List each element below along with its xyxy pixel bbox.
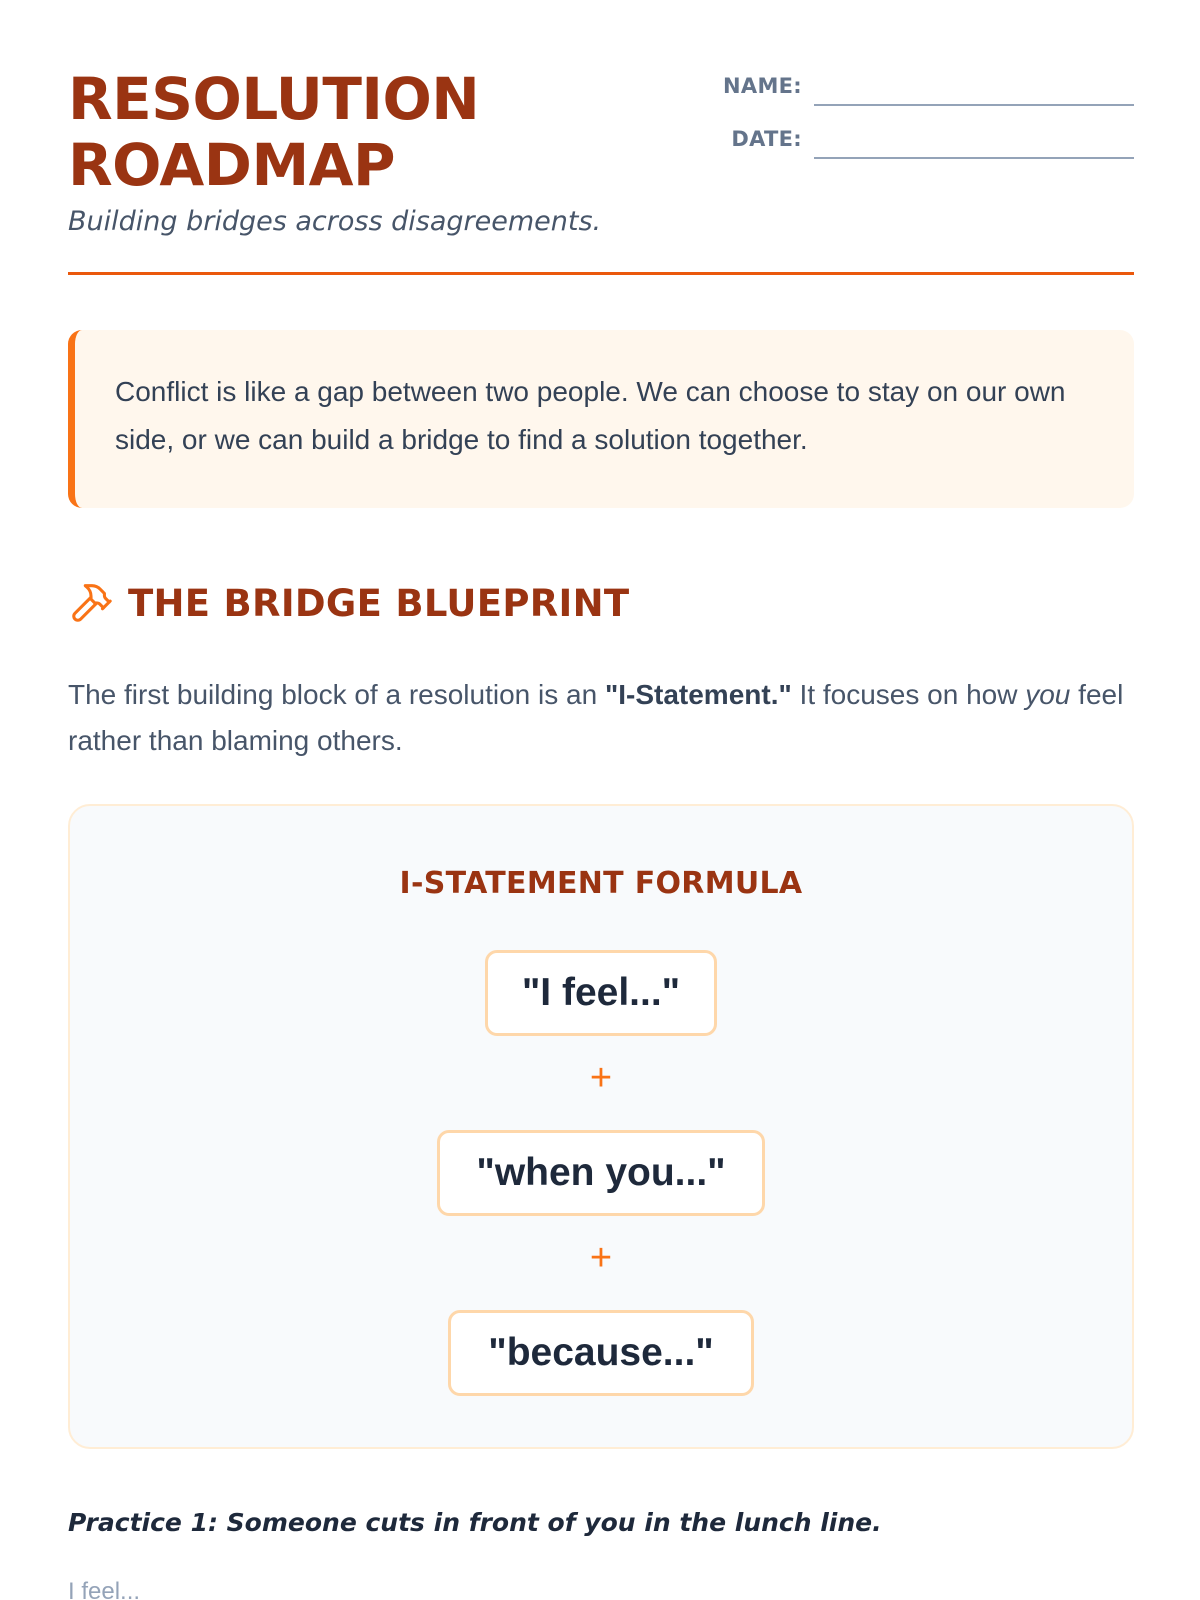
practice-answer-field[interactable]: I feel... — [68, 1578, 141, 1600]
hammer-icon — [68, 580, 114, 626]
intro-emphasis: you — [1025, 679, 1071, 710]
formula-step-because: "because..." — [448, 1310, 754, 1396]
intro-text: It focuses on how — [791, 679, 1026, 710]
callout-text: Conflict is like a gap between two people. We can choose to stay on our own side, or we can build a bridge to find a solution together. — [115, 376, 1066, 455]
name-date-fields — [704, 66, 1134, 172]
date-label: DATE: — [731, 127, 802, 151]
page-title — [68, 66, 479, 198]
formula-title: I-STATEMENT FORMULA — [399, 866, 803, 901]
intro-text: feel rather than blaming others. — [68, 679, 1124, 756]
formula-step-when: "when you..." — [437, 1130, 765, 1216]
formula-step-feel: "I feel..." — [485, 950, 717, 1036]
header — [68, 66, 1134, 276]
worksheet-page — [68, 0, 1134, 1600]
date-field[interactable] — [814, 157, 1134, 159]
intro-text: The first building block of a resolution is an — [68, 679, 605, 710]
formula-box — [68, 804, 1134, 1449]
intro-bold-term: "I-Statement." — [604, 679, 792, 710]
page-subtitle: Building bridges across disagreements. — [68, 206, 602, 237]
section-title: THE BRIDGE BLUEPRINT — [128, 581, 630, 625]
intro-callout — [68, 330, 1134, 508]
intro-paragraph — [68, 672, 1134, 764]
header-divider — [68, 272, 1134, 275]
date-field-row — [704, 119, 1134, 172]
plus-icon: + — [589, 1237, 613, 1279]
plus-icon: + — [589, 1057, 613, 1099]
title-line-1: RESOLUTION — [68, 65, 480, 133]
section-heading — [68, 578, 629, 628]
name-field-row — [704, 66, 1134, 119]
name-field[interactable] — [814, 104, 1134, 106]
practice-prompt: Practice 1: Someone cuts in front of you in the lunch line. — [68, 1508, 882, 1537]
name-label: NAME: — [723, 74, 802, 98]
title-line-2: ROADMAP — [68, 131, 396, 199]
